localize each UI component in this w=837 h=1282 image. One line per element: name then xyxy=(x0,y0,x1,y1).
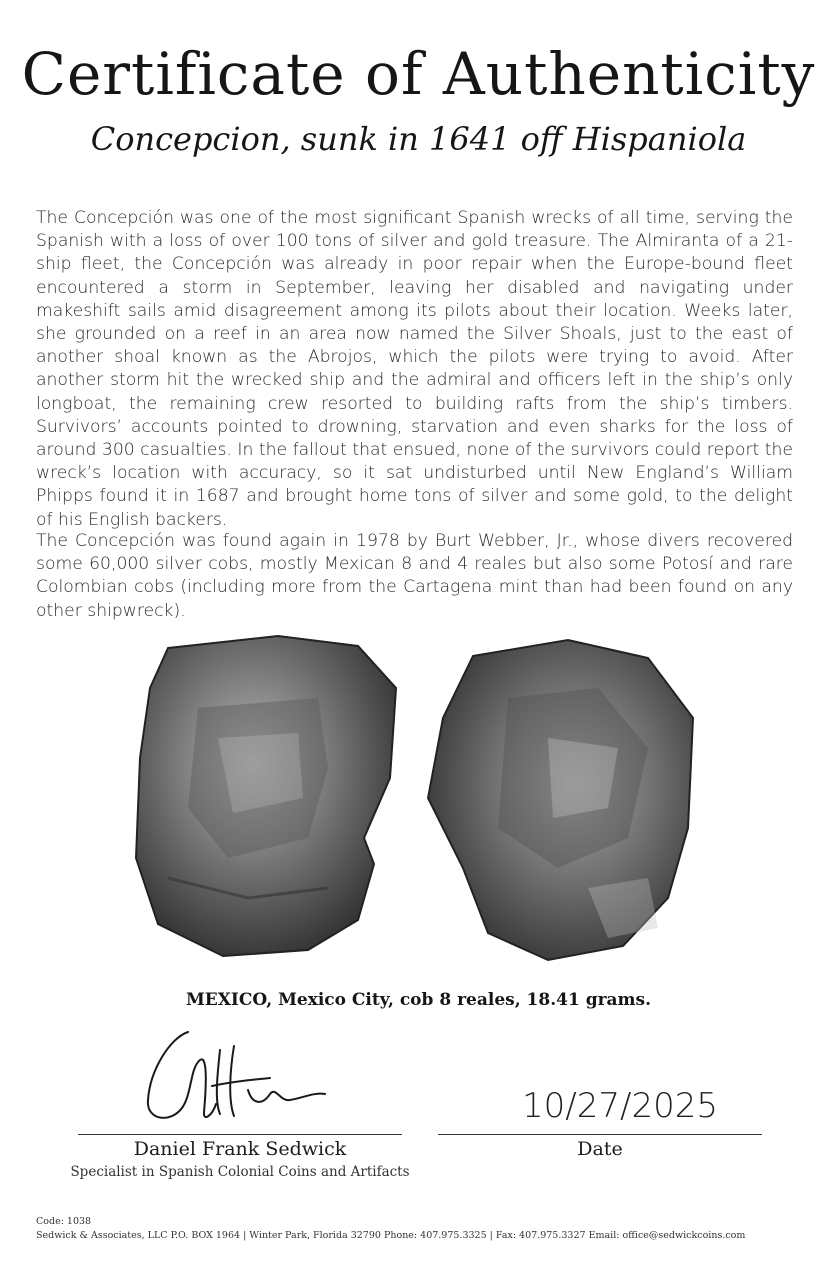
certificate-subtitle: Concepcion, sunk in 1641 off Hispaniola xyxy=(90,120,747,158)
signer-name: Daniel Frank Sedwick xyxy=(133,1138,347,1160)
coin-caption: MEXICO, Mexico City, cob 8 reales, 18.41 grams. xyxy=(185,990,652,1010)
signature-image xyxy=(130,1020,330,1130)
coin-reverse xyxy=(428,640,693,960)
date-line xyxy=(438,1134,762,1135)
certificate-title: Certificate of Authenticity xyxy=(21,40,816,108)
coin-photo xyxy=(128,628,708,968)
history-paragraph-2: The Concepción was found again in 1978 by Burt Webber, Jr., whose divers recovered some 60,000 silver cobs, mostly Mexican 8 and 4 reales but also some Potosí and rare Colombian cobs (including more from the Cartagena mint than had been found on any other shipwreck). xyxy=(36,531,793,621)
coin-obverse xyxy=(136,636,396,956)
history-paragraph-1: The Concepción was one of the most significant Spanish wrecks of all time, serving the Spanish with a loss of over 100 tons of silver and gold treasure. The Almiranta of a 21-ship fleet, the Concepción was already in poor repair when the Europe-bound fleet encountered a storm in September, leaving her disabled and navigating under makeshift sails amid disagreement among its pilots about their location. Weeks later, she grounded on a reef in an area now named the Silver Shoals, just to the east of another shoal known as the Abrojos, which the pilots were trying to avoid. After another storm hit the wrecked ship and the admiral and officers left in the ship’s only longboat, the remaining crew resorted to building rafts from the ship’s timbers. Survivors’ accounts pointed to drowning, starvation and even sharks for the loss of around 300 casualties. In the fallout that ensued, none of the survivors could report the wreck’s location with accuracy, so it sat undisturbed until New England’s William Phipps found it in 1687 and brought home tons of silver and some gold, to the delight of his English backers. xyxy=(36,208,793,530)
signer-title: Specialist in Spanish Colonial Coins and Artifacts xyxy=(70,1164,410,1180)
signature-line xyxy=(78,1134,402,1135)
certificate-code: Code: 1038 xyxy=(36,1216,92,1227)
footer-contact: Sedwick & Associates, LLC P.O. BOX 1964 | Winter Park, Florida 32790 Phone: 407.975.3325 | Fax: 407.975.3327 Email: office@sedwickcoins.com xyxy=(36,1230,746,1241)
date-value: 10/27/2025 xyxy=(522,1086,718,1126)
date-label: Date xyxy=(577,1138,623,1160)
